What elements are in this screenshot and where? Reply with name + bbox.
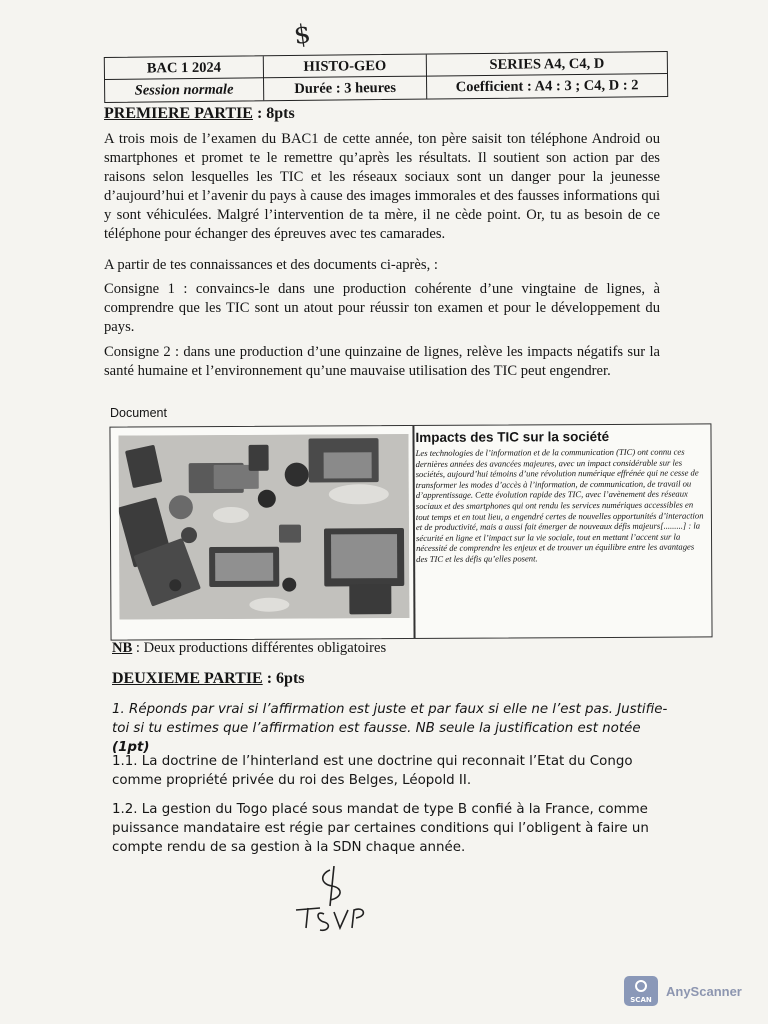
nb-label: NB [112, 640, 133, 656]
nb-note [112, 640, 386, 657]
part2-instruction-points: (1pt) [112, 740, 150, 755]
scanner-logo-icon [624, 976, 658, 1006]
session-type: Session normale [134, 81, 234, 99]
question-1-2: 1.2. La gestion du Togo placé sous mandat de type B confié à la France, comme puissance mandataire est régie par certaines conditions qui l’obligent à faire un compte rendu de sa gestion à la SDN chaque année. [112, 802, 649, 855]
part2-instruction-text: 1. Réponds par vrai si l’affirmation est juste et par faux si elle ne l’est pas. Justifie-toi si tu estimes que l’affirmation est fausse. NB seule la justification est notée [112, 702, 668, 736]
scanner-watermark [624, 976, 742, 1006]
header-series-cell [427, 52, 667, 99]
part2-title: DEUXIEME PARTIE [112, 670, 263, 687]
consigne-1: Consigne 1 : convaincs-le dans une production cohérente d’une vingtaine de lignes, à comprendre que les TIC sont un atout pour réussir ton examen et pour le développement du pays. [104, 281, 660, 335]
header-subject-cell [264, 55, 427, 101]
part2-points: : 6pts [262, 670, 305, 687]
nb-text: : Deux productions différentes obligatoires [132, 640, 387, 656]
header-exam-cell [105, 56, 264, 102]
handwritten-tsvp [290, 866, 380, 936]
consigne-2: Consigne 2 : dans une production d’une quinzaine de lignes, relève les impacts négatifs sur la santé humaine et l’environnement qu’une mauvaise utilisation des TIC peut engendrer. [104, 344, 660, 379]
part1-points: : 8pts [252, 105, 295, 122]
header-table [104, 51, 668, 103]
document-box [109, 423, 712, 640]
exam-name: BAC 1 2024 [105, 57, 263, 80]
part2-instruction [112, 700, 668, 757]
exam-duration: Durée : 3 heures [294, 80, 397, 98]
part1-prompt: A partir de tes connaissances et des documents ci-après, : [104, 257, 438, 273]
part2-heading [112, 670, 305, 688]
document-title: Impacts des TIC sur la société [415, 428, 610, 445]
part1-heading [104, 105, 295, 123]
signature-mark-top: $ [291, 18, 313, 52]
document-text: Les technologies de l’information et de la communication (TIC) ont connu ces dernières années des avancées majeures, avec un impact considérable sur les sociétés, aujourd’hui témoins d’une révolution numérique effrénée qui ne cesse de transformer les modes d’accès à l’information, de communication, de travail ou d’apprentissage. Cette évolution rapide des TIC, avec l’avènement des réseaux sociaux et des smartphones qui ont rendu les services numériques accessibles en tout temps et en tout lieu, a engendré certes de nouvelles opportunités d’interaction et de productivité, mais a aussi fait émerger de nouveaux défis majeurs[.........] : la sécurité en ligne et l’impact sur la vie sociale, tout en mettant l’accent sur la nécessité de comprendre les enjeux et de trouver un équilibre entre les avantages des TIC et les défis qu’elles posent. [415, 446, 704, 564]
document-photo [118, 434, 409, 620]
question-1-1: 1.1. La doctrine de l’hinterland est une doctrine qui reconnait l’Etat du Congo comme propriété privée du roi des Belges, Léopold II. [112, 754, 633, 788]
exam-coefficient: Coefficient : A4 : 3 ; C4, D : 2 [455, 77, 639, 96]
scanner-brand: AnyScanner [666, 983, 742, 999]
part1-intro: A trois mois de l’examen du BAC1 de cette année, ton père saisit ton téléphone Android ou smartphones et promet te le remettre qu’après les résultats. Il soutient son action par des raisons selon lesquelles les TIC et les réseaux sociaux sont un danger pour la jeunesse d’aujourd’hui et l’avenir du pays à cause des images immorales et des fausses informations qui y sont véhiculées. Malgré l’intervention de ta mère, il ne cède point. Or, tu as besoin de ce téléphone pour échanger des épreuves avec tes camarades. [104, 131, 660, 242]
subject-name: HISTO-GEO [264, 55, 426, 78]
exam-series: SERIES A4, C4, D [427, 53, 667, 77]
part1-title: PREMIERE PARTIE [104, 105, 253, 122]
scanner-logo-text: SCAN [630, 996, 652, 1004]
document-label: Document [110, 406, 167, 420]
